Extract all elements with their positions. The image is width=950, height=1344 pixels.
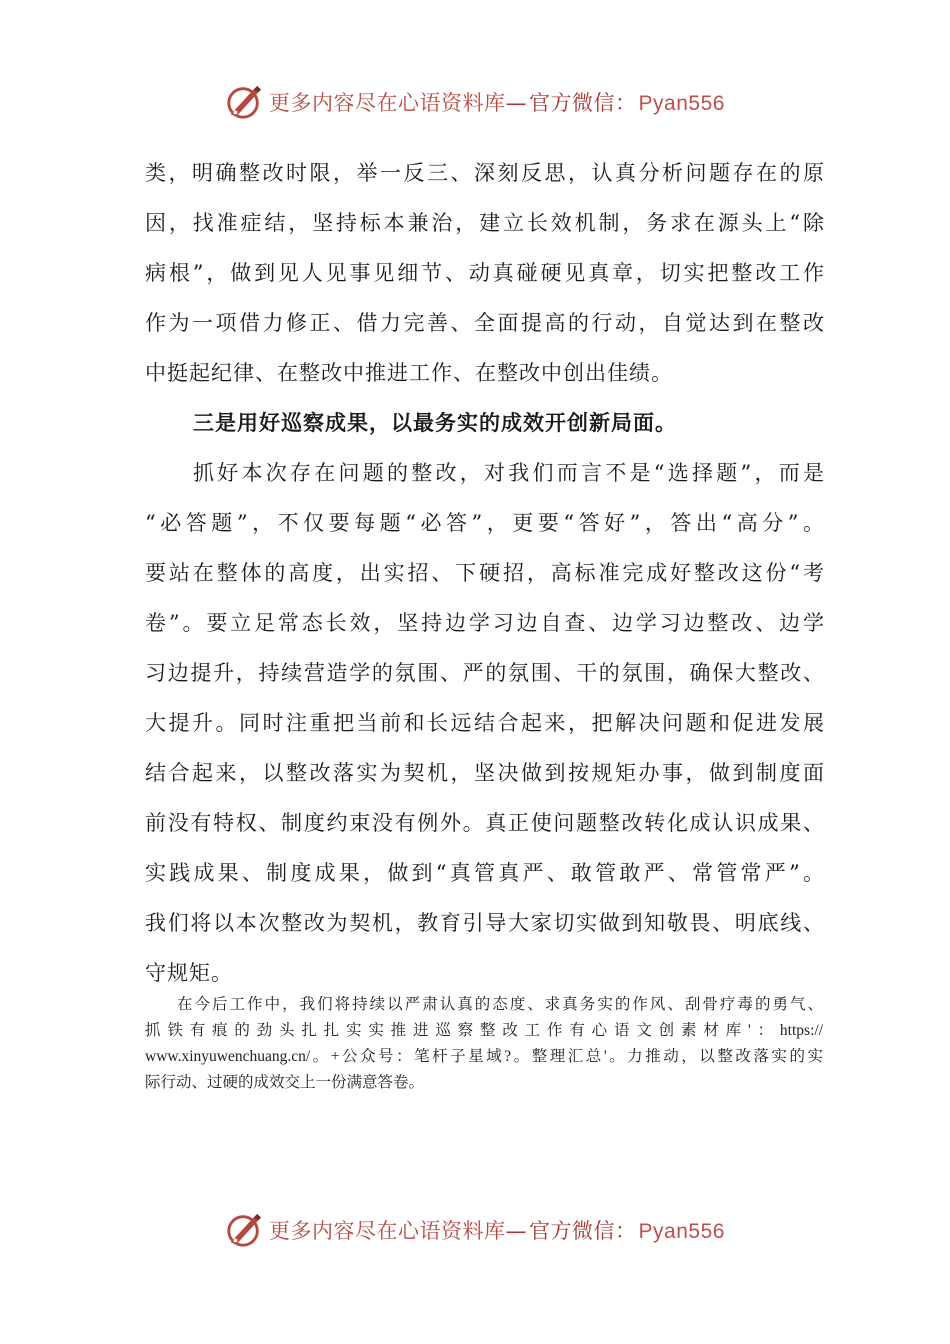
banner-wechat-id: Pyan556 [638, 92, 725, 115]
text-line: “必答题”，不仅要每题“必答”，更要“答好”，答出“高分”。 [145, 511, 825, 535]
small-text-line: 际行动、过硬的成效交上一份满意答卷。 [145, 1074, 425, 1091]
header-watermark-banner [0, 82, 950, 122]
text-line: 卷”。要立足常态长效，坚持边学习边自查、边学习边整改、边学 [145, 611, 825, 635]
text-line: 实践成果、制度成果，做到“真管真严、敢管敢严、常管常严”。 [145, 861, 825, 885]
text-line: 病根”，做到见人见事见细节、动真碰硬见真章，切实把整改工作 [145, 261, 825, 285]
text-line: 抓好本次存在问题的整改，对我们而言不是“选择题”，而是 [193, 461, 825, 485]
small-text-line: www.xinyuwenchuang.cn/。+公众号：笔杆子星域?。整理汇总'。力推动，以整改落实的实 [145, 1048, 823, 1065]
text-line: 习边提升，持续营造学的氛围、严的氛围、干的氛围，确保大整改、 [145, 661, 825, 685]
banner-dash: — [505, 91, 528, 115]
text-line: 前没有特权、制度约束没有例外。真正使问题整改转化成认识成果、 [145, 811, 825, 835]
footer-watermark-banner [0, 1210, 950, 1250]
banner-wechat-id: Pyan556 [638, 1220, 725, 1243]
text-line: 我们将以本次整改为契机，教育引导大家切实做到知敬畏、明底线、 [145, 911, 825, 935]
text-line: 结合起来，以整改落实为契机，坚决做到按规矩办事，做到制度面 [145, 761, 825, 785]
banner-main-text: 更多内容尽在心语资料库 [269, 1219, 506, 1243]
text-line: 作为一项借力修正、借力完善、全面提高的行动，自觉达到在整改 [145, 311, 825, 335]
banner-wechat-label: 官方微信： [529, 91, 637, 115]
text-line: 大提升。同时注重把当前和长远结合起来，把解决问题和促进发展 [145, 711, 825, 735]
text-line: 要站在整体的高度，出实招、下硬招，高标准完成好整改这份“考 [145, 561, 825, 585]
text-line: 类，明确整改时限，举一反三、深刻反思，认真分析问题存在的原 [145, 161, 825, 185]
banner-main-text: 更多内容尽在心语资料库 [269, 91, 506, 115]
text-line: 守规矩。 [145, 961, 233, 985]
text-line: 中挺起纪律、在整改中推进工作、在整改中创出佳绩。 [145, 361, 673, 385]
small-text-line: 在今后工作中，我们将持续以严肃认真的态度、求真务实的作风、刮骨疗毒的勇气、 [177, 996, 823, 1013]
pen-circle-logo-icon [225, 83, 263, 121]
banner-text [269, 1215, 725, 1245]
section-heading: 三是用好巡察成果，以最务实的成效开创新局面。 [193, 410, 677, 435]
document-body [145, 148, 825, 998]
text-line: 因，找准症结，坚持标本兼治，建立长效机制，务求在源头上“除 [145, 211, 825, 235]
banner-wechat-label: 官方微信： [529, 1219, 637, 1243]
banner-text [269, 87, 725, 117]
small-text-line: 抓铁有痕的劲头扎扎实实推进巡察整改工作有心语文创素材库'：https:// [145, 1022, 823, 1039]
pen-circle-logo-icon [225, 1211, 263, 1249]
closing-paragraph [145, 992, 823, 1096]
banner-dash: — [505, 1219, 528, 1243]
